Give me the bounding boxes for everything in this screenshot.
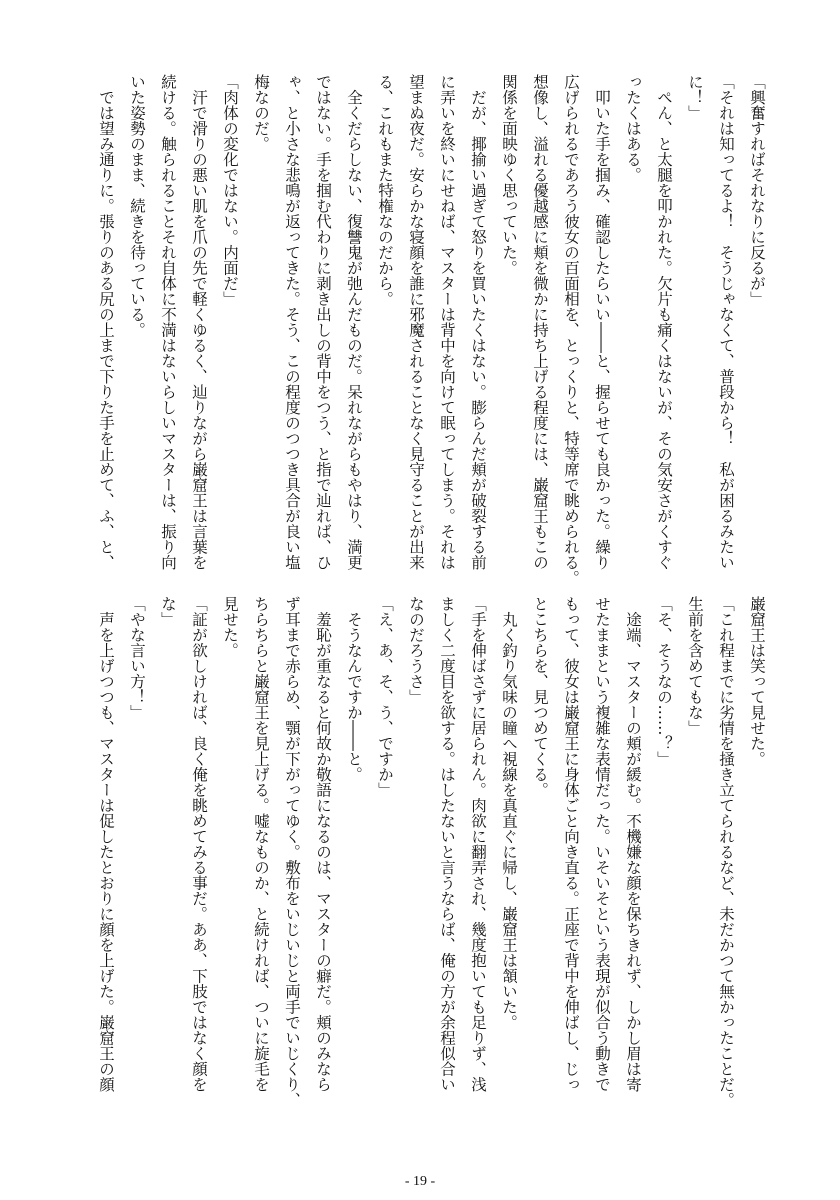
text-line: 望まぬ夜だ。安らかな寝顔を誰に邪魔されることなく見守ることが出来	[407, 74, 425, 570]
text-line: 「え、あ、そ、う、ですか」	[376, 596, 394, 798]
text-line: せたままという複雑な表情だった。いそいそという表現が似合う動きで	[593, 596, 611, 1092]
text-line: 「これ程までに劣情を掻き立てられるなど、未だかつて無かったことだ。	[717, 596, 735, 1108]
text-line: 途端、マスターの頬が緩む。不機嫌な顔を保ちきれず、しかし眉は寄	[624, 596, 642, 1092]
text-line: 想像し、溢れる優越感に頬を微かに持ち上げる程度には、巌窟王もこの	[531, 74, 549, 570]
text-line: 生前を含めてもな」	[686, 596, 704, 736]
text-line: 「肉体の変化ではない。内面だ」	[221, 74, 239, 307]
text-line: 「興奮すればそれなりに反るが」	[748, 74, 766, 307]
text-line: ましく二度目を欲する。はしたないと言うならば、俺の方が余程似合い	[438, 596, 456, 1092]
text-line: なのだろうさ」	[407, 596, 425, 705]
text-line: ではない。手を掴む代わりに剥き出しの背中をつう、と指で辿れば、ひ	[314, 74, 332, 570]
text-line: 見せた。	[221, 596, 239, 658]
text-line: ゃ、と小さな悲鳴が返ってきた。そう、この程度のつつき具合が良い塩	[283, 74, 301, 570]
page-number: - 19 -	[404, 1174, 436, 1189]
text-line: ぺん、と太腿を叩かれた。欠片も痛くはないが、その気安さがくすぐ	[655, 74, 673, 570]
text-line: とこちらを、見つめてくる。	[531, 596, 549, 798]
text-line: ず耳まで赤らめ、顎が下がってゆく。敷布をいじいじと両手でいじくり、	[283, 596, 301, 1108]
text-line: 梅なのだ。	[252, 74, 270, 152]
text-line: 広げられるであろう彼女の百面相を、とっくりと、特等席で眺められる。	[562, 74, 580, 586]
text-line: 「やな言い方！」	[128, 596, 146, 720]
text-line: 「そ、そうなの……？」	[655, 596, 673, 767]
text-line: 叩いた手を掴み、確認したらいい――と、握らせても良かった。繰り	[593, 74, 611, 570]
text-line: では望み通りに。張りのある尻の上まで下りた手を止めて、ふ、と、	[97, 74, 115, 570]
text-line: ったくはある。	[624, 74, 642, 183]
text-line: な」	[159, 596, 177, 627]
text-line: 汗で滑りの悪い肌を爪の先で軽くゆるく、辿りながら巌窟王は言葉を	[190, 74, 208, 570]
text-line: 声を上げつつも、マスターは促したとおりに顔を上げた。巌窟王の顔	[97, 596, 115, 1092]
text-line: ちらちらと巌窟王を見上げる。嘘なものか、と続ければ、ついに旋毛を	[252, 596, 270, 1092]
text-line: だが、揶揄い過ぎて怒りを買いたくはない。膨らんだ頬が破裂する前	[469, 74, 487, 570]
text-line: 「それは知ってるよ！ そうじゃなくて、普段から！ 私が困るみたい	[717, 74, 735, 570]
text-line: に弄いを終いにせねば、マスターは背中を向けて眠ってしまう。それは	[438, 74, 456, 570]
text-line: 「証が欲しければ、良く俺を眺めてみる事だ。ああ、下肢ではなく顔を	[190, 596, 208, 1092]
text-line: もって、彼女は巌窟王に身体ごと向き直る。正座で背中を伸ばし、じっ	[562, 596, 580, 1092]
text-line: 関係を面映ゆく思っていた。	[500, 74, 518, 276]
text-line: 巌窟王は笑って見せた。	[748, 596, 766, 767]
text-line: 続ける。触られることそれ自体に不満はないらしいマスターは、振り向	[159, 74, 177, 570]
text-line: 丸く釣り気味の瞳へ視線を真直ぐに帰し、巌窟王は頷いた。	[500, 596, 518, 1030]
text-line: そうなんですか――と。	[345, 596, 363, 782]
text-line: 「手を伸ばさずに居られん。肉欲に翻弄され、幾度抱いても足りず、浅	[469, 596, 487, 1092]
text-line: に！」	[686, 74, 704, 121]
top-tier-text	[90, 74, 772, 594]
bottom-tier-text	[90, 596, 772, 1116]
text-line: 全くだらしない、復讐鬼が弛んだものだ。呆れながらもやはり、満更	[345, 74, 363, 570]
text-line: る、これもまた特権なのだから。	[376, 74, 394, 307]
text-line: いた姿勢のまま、続きを待っている。	[128, 74, 146, 338]
text-line: 羞恥が重なると何故か敬語になるのは、マスターの癖だ。頬のみなら	[314, 596, 332, 1092]
